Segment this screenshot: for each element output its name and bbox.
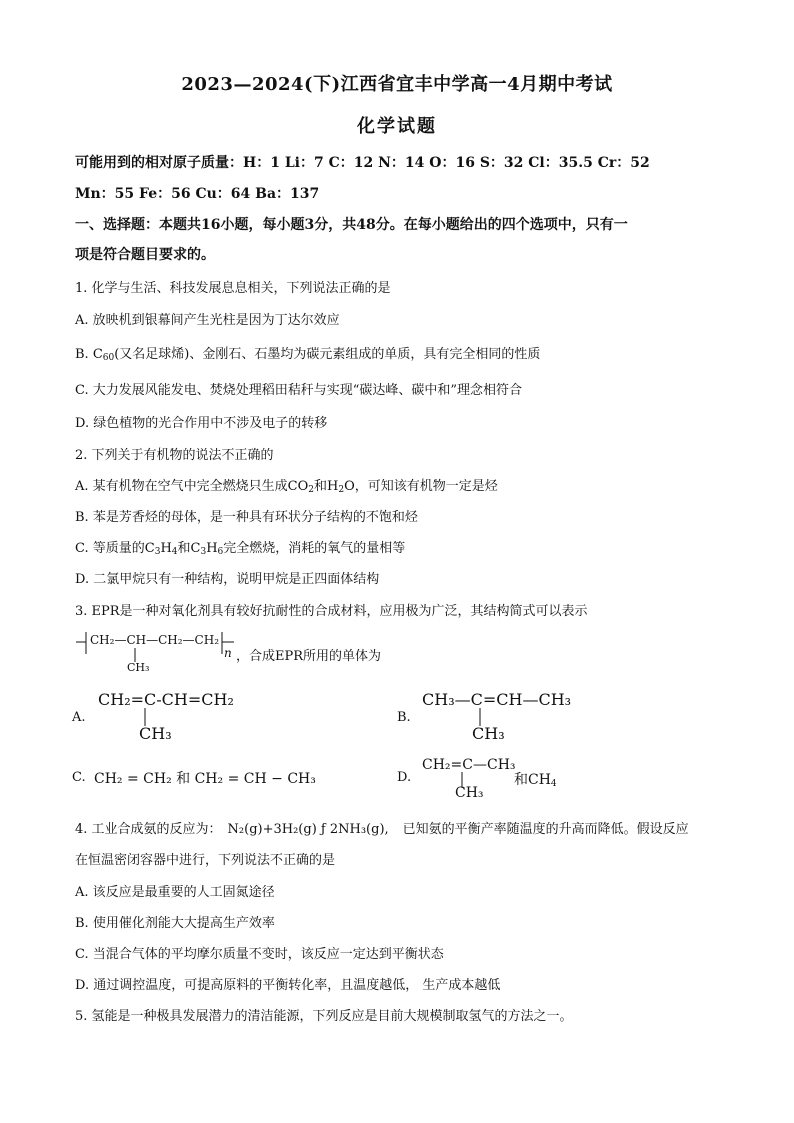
q2-c-m1: H <box>160 541 172 556</box>
q3-option-d-tail <box>514 769 557 789</box>
q3-option-d-branch: CH₃ <box>455 785 484 801</box>
q5-stem: 5. 氢能是一种极具发展潜力的清洁能源，下列反应是目前大规模制取氢气的方法之一。 <box>75 1009 573 1024</box>
q3-option-d-label: D. <box>397 770 412 785</box>
q3-option-b-branch: CH₃ <box>472 724 505 743</box>
q2-c-s2: 4 <box>171 547 178 557</box>
q3-option-d-formula: CH₂=C—CH₃ <box>422 757 516 773</box>
q3-option-b-formula: CH₃—C=CH—CH₃ <box>422 690 572 709</box>
q4-option-a: A. 该反应是最重要的人工固氮途径 <box>75 885 275 900</box>
polymer-branch: CH₃ <box>127 661 150 674</box>
q3-option-a-formula: CH₂=C-CH=CH₂ <box>98 690 234 709</box>
q2-option-a <box>75 475 498 495</box>
q2-c-m3: H <box>206 541 218 556</box>
q2-stem: 2. 下列关于有机物的说法不正确的 <box>75 448 274 463</box>
q4-option-d: D. 通过调控温度，可提高原料的平衡转化率，且温度越低， 生产成本越低 <box>75 978 501 993</box>
q3-d-tail-pre: 和CH <box>514 772 551 788</box>
q4-option-b: B. 使用催化剂能大大提高生产效率 <box>75 916 275 931</box>
q2-c-m2: 和C <box>177 541 201 556</box>
q1-b-sub: 60 <box>102 353 115 363</box>
q2-c-s1: 3 <box>154 547 161 557</box>
q3-option-a-branch: CH₃ <box>139 724 172 743</box>
q2-option-d: D. 二氯甲烷只有一种结构，说明甲烷是正四面体结构 <box>75 572 380 587</box>
q3-option-c-formula: CH₂ = CH₂ 和 CH₂ = CH − CH₃ <box>94 771 316 787</box>
q2-a-s1: 2 <box>308 485 314 495</box>
q4-stem-line-1 <box>75 818 689 837</box>
polymer-chain: CH₂—CH—CH₂—CH₂ <box>90 633 220 647</box>
q4-equation: N₂(g)+3H₂(g) ƒ 2NH₃(g), <box>227 822 389 837</box>
q4-stem-line-2: 在恒温密闭容器中进行，下列说法不正确的是 <box>75 853 336 868</box>
atomic-masses-line-2: Mn：55 Fe：56 Cu：64 Ba：137 <box>75 186 320 202</box>
polymer-n: n <box>224 646 232 660</box>
q1-b-post: (又名足球烯)、金刚石、石墨均为碳元素组成的单质，具有完全相同的性质 <box>114 347 541 362</box>
q2-a-s2: 2 <box>338 485 345 495</box>
q3-option-b-label: B. <box>397 710 411 725</box>
page-title: 2023—2024(下)江西省宜丰中学高一4月期中考试 <box>181 74 613 95</box>
section-heading-line-1: 一、选择题：本题共16小题，每小题3分，共48分。在每小题给出的四个选项中，只有一 <box>75 217 628 233</box>
q1-b-pre: B. C <box>75 347 103 362</box>
q2-c-s3: 3 <box>200 547 207 557</box>
q4-stem-pre: 4. 工业合成氨的反应为： <box>75 822 222 837</box>
q2-a-post: O，可知该有机物一定是烃 <box>344 479 498 494</box>
q4-stem-post: 已知氨的平衡产率随温度的升高而降低。假设反应 <box>402 822 689 837</box>
atomic-masses-line-1: 可能用到的相对原子质量：H：1 Li：7 C：12 N：14 O：16 S：32 Cl：35.5 Cr：52 <box>75 155 650 171</box>
q2-c-s4: 6 <box>217 547 224 557</box>
polymer-tail-text: ，合成EPR所用的单体为 <box>236 649 382 664</box>
q3-option-a-label: A. <box>72 710 86 725</box>
q2-a-mid: 和H <box>314 479 339 494</box>
q1-option-a: A. 放映机到银幕间产生光柱是因为丁达尔效应 <box>75 313 340 328</box>
q2-a-pre: A. 某有机物在空气中完全燃烧只生成CO <box>75 479 309 494</box>
page-subtitle: 化学试题 <box>357 116 437 137</box>
q1-option-b <box>75 343 540 363</box>
q3-stem: 3. EPR是一种对氧化剂具有较好抗耐性的合成材料，应用极为广泛，其结构简式可以表示 <box>75 604 588 619</box>
q2-option-c <box>75 537 405 557</box>
q2-c-post: 完全燃烧，消耗的氧气的量相等 <box>223 541 406 556</box>
q1-option-c: C. 大力发展风能发电、焚烧处理稻田秸秆与实现“碳达峰、碳中和”理念相符合 <box>75 383 523 398</box>
q1-stem: 1. 化学与生活、科技发展息息相关，下列说法正确的是 <box>75 281 391 296</box>
q1-option-d: D. 绿色植物的光合作用中不涉及电子的转移 <box>75 416 328 431</box>
q4-option-c: C. 当混合气体的平均摩尔质量不变时，该反应一定达到平衡状态 <box>75 947 444 962</box>
q3-d-tail-sub: 4 <box>550 779 557 789</box>
q2-option-b: B. 苯是芳香烃的母体，是一种具有环状分子结构的不饱和烃 <box>75 510 418 525</box>
q3-option-c-label: C. <box>72 770 86 785</box>
q2-c-pre: C. 等质量的C <box>75 541 155 556</box>
section-heading-line-2: 项是符合题目要求的。 <box>75 247 215 263</box>
